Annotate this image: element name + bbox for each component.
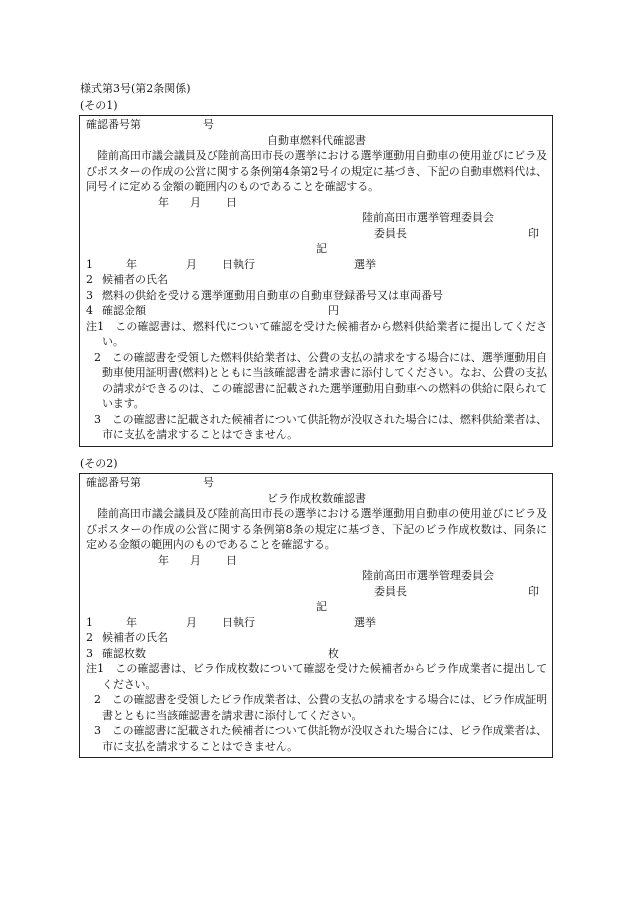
form-title: 自動車燃料代確認書 bbox=[267, 133, 366, 147]
form-2-box bbox=[79, 473, 553, 758]
item-text: 候補者の氏名 bbox=[102, 273, 168, 286]
date-year: 年 bbox=[158, 553, 169, 567]
date-year: 年 bbox=[158, 195, 169, 209]
date-day: 日 bbox=[226, 195, 237, 209]
issuer-org: 陸前高田市選挙管理委員会 bbox=[362, 569, 494, 582]
item-month: 月 bbox=[186, 615, 197, 629]
item-3-count bbox=[86, 646, 547, 662]
seal-mark: 印 bbox=[528, 226, 539, 240]
ki-heading: 記 bbox=[316, 242, 327, 255]
note-3: 3 この確認書に記載された候補者について供託物が没収された場合には、ビラ作成業者は、市に支払を請求することはできません。 bbox=[94, 724, 547, 753]
form-1-label: (その1) bbox=[80, 99, 118, 112]
item-day-held: 日執行 bbox=[222, 257, 255, 271]
item-2-candidate bbox=[86, 272, 547, 288]
item-text: 確認金額 bbox=[102, 304, 146, 317]
note-3: 3 この確認書に記載された候補者について供託物が没収された場合には、燃料供給業者は、市に支払を請求することはできません。 bbox=[94, 412, 547, 441]
form-2-label: (その2) bbox=[80, 457, 118, 470]
confirmation-number-line bbox=[86, 117, 547, 133]
note-1: 注1 この確認書は、ビラ作成枚数について確認を受けた候補者からビラ作成業者に提出してください。 bbox=[86, 662, 547, 691]
item-year: 年 bbox=[126, 257, 137, 271]
number-suffix: 号 bbox=[203, 476, 214, 489]
item-election: 選挙 bbox=[354, 257, 376, 271]
item-number: 3 bbox=[86, 288, 93, 302]
note-2: 2 この確認書を受領したビラ作成業者は、公費の支払の請求をする場合には、ビラ作成証明書とともに当該確認書を請求書に添付してください。 bbox=[94, 693, 547, 722]
item-election: 選挙 bbox=[354, 615, 376, 629]
confirmation-number-label: 確認番号第 bbox=[86, 476, 141, 489]
item-text: 確認枚数 bbox=[102, 646, 146, 660]
note-1: 注1 この確認書は、燃料代について確認を受けた候補者から燃料供給業者に提出してください。 bbox=[86, 319, 547, 348]
confirmation-number-label: 確認番号第 bbox=[86, 118, 141, 131]
item-text: 候補者の氏名 bbox=[102, 631, 168, 644]
note-2: 2 この確認書を受領した燃料供給業者は、公費の支払の請求をする場合には、選挙運動用自動車使用証明書(燃料)とともに当該確認書を請求書に添付してください。なお、公費の支払の請求ができるのは、この確認書に記載された選挙運動用自動車への燃料の供給に限られています。 bbox=[94, 350, 547, 410]
item-unit: 円 bbox=[328, 304, 339, 317]
issuer-org-line bbox=[86, 568, 547, 584]
item-number: 2 bbox=[86, 273, 93, 286]
number-suffix: 号 bbox=[203, 118, 214, 131]
item-2-candidate bbox=[86, 630, 547, 646]
item-4-amount bbox=[86, 303, 547, 319]
issue-date-line bbox=[86, 553, 547, 569]
ki-line bbox=[86, 599, 547, 615]
item-unit: 枚 bbox=[328, 646, 339, 660]
issue-date-line bbox=[86, 195, 547, 211]
item-1-election bbox=[86, 257, 547, 273]
confirmation-number-line bbox=[86, 475, 547, 491]
issuer-org-line bbox=[86, 210, 547, 226]
form-title: ビラ作成枚数確認書 bbox=[267, 491, 366, 505]
date-month: 月 bbox=[190, 553, 201, 567]
item-number: 4 bbox=[86, 304, 93, 317]
issuer-title: 委員長 bbox=[374, 226, 407, 240]
form-body-text: 陸前高田市議会議員及び陸前高田市長の選挙における選挙運動用自動車の使用並びにビラ及びポスターの作成の公営に関する条例第8条の規定に基づき、下記のビラ作成枚数は、同条に定める金額の範囲内のものであることを確認する。 bbox=[86, 507, 547, 551]
issuer-title-line bbox=[86, 584, 547, 600]
date-day: 日 bbox=[226, 553, 237, 567]
item-year: 年 bbox=[126, 615, 137, 629]
item-3-vehicle bbox=[86, 288, 547, 304]
seal-mark: 印 bbox=[528, 584, 539, 598]
form-number-heading: 様式第3号(第2条関係) bbox=[80, 82, 191, 95]
item-day-held: 日執行 bbox=[222, 615, 255, 629]
issuer-title: 委員長 bbox=[374, 584, 407, 598]
issuer-title-line bbox=[86, 226, 547, 242]
ki-line bbox=[86, 241, 547, 257]
form-body-text: 陸前高田市議会議員及び陸前高田市長の選挙における選挙運動用自動車の使用並びにビラ及びポスターの作成の公営に関する条例第4条第2号イの規定に基づき、下記の自動車燃料代は、同号イに定める金額の範囲内のものであることを確認する。 bbox=[86, 149, 547, 193]
form-1-box bbox=[79, 115, 553, 447]
item-number: 1 bbox=[86, 257, 93, 271]
item-1-election bbox=[86, 615, 547, 631]
item-number: 2 bbox=[86, 631, 93, 644]
item-number: 3 bbox=[86, 646, 93, 660]
date-month: 月 bbox=[190, 195, 201, 209]
item-number: 1 bbox=[86, 615, 93, 629]
issuer-org: 陸前高田市選挙管理委員会 bbox=[362, 211, 494, 224]
item-text: 燃料の供給を受ける選挙運動用自動車の自動車登録番号又は車両番号 bbox=[102, 288, 443, 302]
ki-heading: 記 bbox=[316, 600, 327, 613]
item-month: 月 bbox=[186, 257, 197, 271]
